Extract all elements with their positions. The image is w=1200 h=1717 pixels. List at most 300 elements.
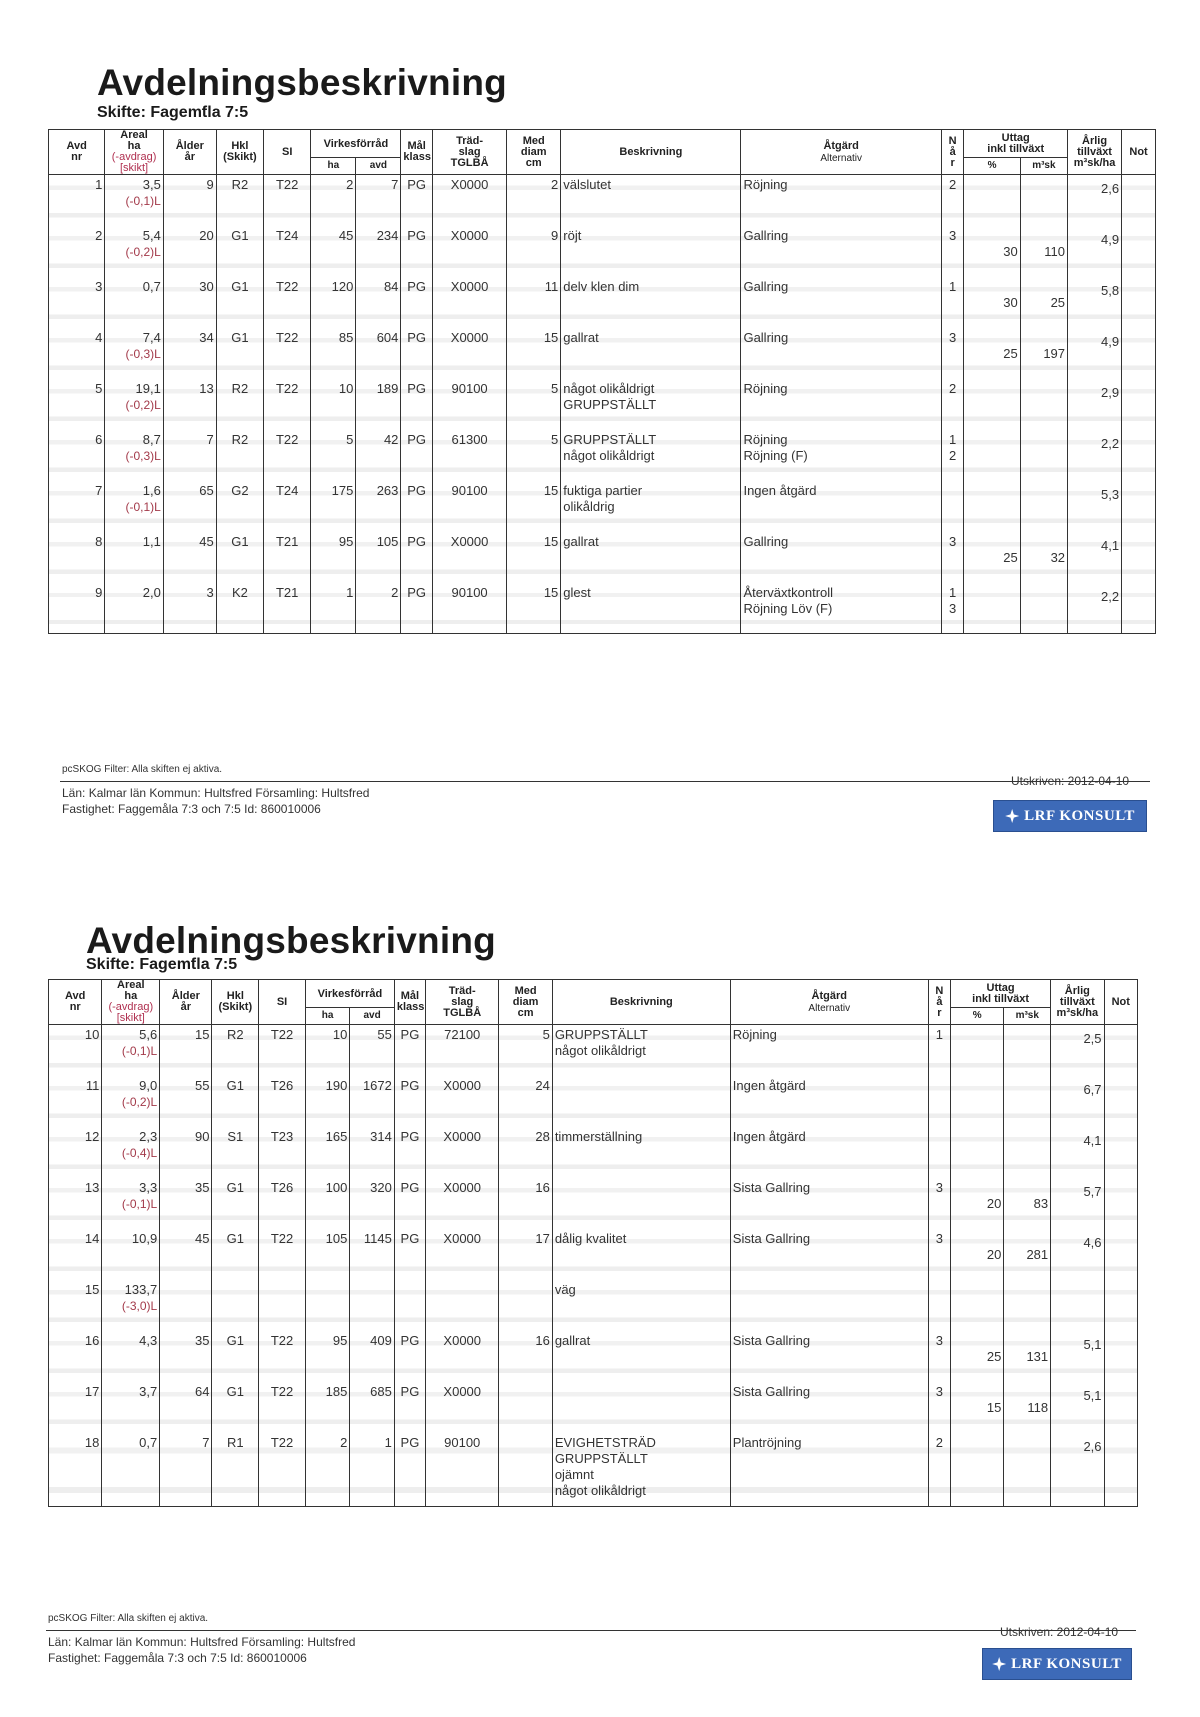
table-row xyxy=(49,1178,1138,1229)
cell-tradslag: X0000 xyxy=(432,175,506,226)
atgard-line: Ingen åtgärd xyxy=(743,482,817,498)
cell-uttag-m3sk: 118 xyxy=(1004,1382,1051,1433)
cell-mal-klass: PG xyxy=(401,481,433,532)
cell-beskrivning xyxy=(552,1025,730,1076)
header-label: N xyxy=(948,134,957,147)
cell-nar xyxy=(928,1280,950,1331)
col-vf-ha: ha xyxy=(311,158,356,175)
col-uttag-proc: % xyxy=(964,158,1020,175)
lrf-konsult-logo xyxy=(993,800,1147,832)
nar-line: 3 xyxy=(949,533,957,549)
cell-atgard xyxy=(730,1280,928,1331)
cell-not xyxy=(1122,328,1156,379)
cell-uttag-proc: 20 xyxy=(951,1229,1004,1280)
report-page-2 xyxy=(0,858,1200,1716)
cell-uttag-proc xyxy=(964,175,1020,226)
cell-hkl: G1 xyxy=(212,1331,259,1382)
cell-not xyxy=(1122,379,1156,430)
table-row xyxy=(49,1382,1138,1433)
cell-not xyxy=(1122,226,1156,277)
header-label: Träd- xyxy=(456,134,484,147)
cell-uttag-proc: 30 xyxy=(964,277,1020,328)
cell-avd-nr: 12 xyxy=(49,1127,102,1178)
cell-nar xyxy=(941,430,964,481)
areal-value: 1,1 xyxy=(142,533,161,549)
cell-nar xyxy=(928,1331,950,1382)
col-vf-avd: avd xyxy=(350,1008,395,1025)
cell-uttag-proc xyxy=(964,583,1020,634)
cell-med-diam: 28 xyxy=(499,1127,552,1178)
cell-atgard xyxy=(741,430,941,481)
cell-not xyxy=(1104,1076,1137,1127)
cell-med-diam: 11 xyxy=(507,277,561,328)
cell-avd-nr: 4 xyxy=(49,328,105,379)
cell-hkl: R2 xyxy=(216,379,263,430)
cell-avd-nr: 1 xyxy=(49,175,105,226)
cell-areal xyxy=(105,430,164,481)
cell-uttag-proc xyxy=(951,1280,1004,1331)
nar-line: 3 xyxy=(949,600,957,616)
cell-med-diam: 24 xyxy=(499,1076,552,1127)
footer-divider xyxy=(46,1630,1136,1631)
header-label: Träd- xyxy=(448,984,476,997)
cell-tradslag: X0000 xyxy=(426,1178,499,1229)
cell-avd-nr: 2 xyxy=(49,226,105,277)
header-label: nr xyxy=(69,1001,81,1013)
header-label: Hkl xyxy=(231,140,249,152)
cell-areal xyxy=(105,226,164,277)
col-nar xyxy=(928,980,950,1025)
header-label: Med xyxy=(514,984,537,997)
col-mal-klass xyxy=(394,980,425,1025)
page-title: Avdelningsbeskrivning xyxy=(97,62,507,103)
atgard-line: Röjning xyxy=(743,431,788,447)
col-vf-avd: avd xyxy=(356,158,401,175)
cell-hkl: G2 xyxy=(216,481,263,532)
print-date: Utskriven: 2012-04-10 xyxy=(1011,774,1130,788)
logo-text: LRF KONSULT xyxy=(1011,1655,1122,1672)
cell-vf-avd: 105 xyxy=(356,532,401,583)
header-label: år xyxy=(184,151,195,163)
cell-mal-klass: PG xyxy=(401,328,433,379)
col-atgard xyxy=(741,130,941,175)
nar-line: 3 xyxy=(935,1179,943,1195)
areal-avdrag: (-0,2)L xyxy=(121,1094,158,1109)
atgard-line: Röjning Löv (F) xyxy=(743,600,833,616)
header-label: (Skikt) xyxy=(223,151,257,163)
property-line: Fastighet: Faggemåla 7:3 och 7:5 Id: 860010006 xyxy=(48,1651,307,1665)
areal-avdrag: (-0,4)L xyxy=(121,1145,158,1160)
areal-value: 0,7 xyxy=(139,1434,158,1450)
header-label: (-avdrag) xyxy=(111,151,157,163)
cell-med-diam: 15 xyxy=(507,532,561,583)
table-row xyxy=(49,277,1156,328)
header-label: Åtgärd xyxy=(823,140,859,152)
header-label: Årlig xyxy=(1064,984,1090,997)
cell-arlig-tillvaxt: 4,1 xyxy=(1068,532,1122,583)
cell-tradslag: X0000 xyxy=(426,1331,499,1382)
cell-avd-nr: 5 xyxy=(49,379,105,430)
cell-tradslag: 90100 xyxy=(432,583,506,634)
cell-si: T22 xyxy=(264,430,311,481)
table-row xyxy=(49,1229,1138,1280)
nar-line: 3 xyxy=(949,329,957,345)
cell-arlig-tillvaxt: 4,9 xyxy=(1068,226,1122,277)
cell-hkl xyxy=(212,1280,259,1331)
cell-vf-ha: 5 xyxy=(311,430,356,481)
cell-mal-klass: PG xyxy=(394,1229,425,1280)
cell-avd-nr: 16 xyxy=(49,1331,102,1382)
table-header xyxy=(49,980,1138,1025)
cell-avd-nr: 17 xyxy=(49,1382,102,1433)
cell-beskrivning xyxy=(561,481,741,532)
location-line: Län: Kalmar län Kommun: Hultsfred Församling: Hultsfred xyxy=(48,1635,356,1649)
cell-uttag-m3sk xyxy=(1004,1025,1051,1076)
table-row xyxy=(49,1280,1138,1331)
cell-mal-klass: PG xyxy=(394,1382,425,1433)
header-label: Med xyxy=(522,134,545,147)
cell-vf-avd: 409 xyxy=(350,1331,395,1382)
header-label: tillväxt xyxy=(1059,995,1095,1008)
cell-alder: 15 xyxy=(160,1025,212,1076)
cell-not xyxy=(1122,277,1156,328)
cell-atgard xyxy=(741,481,941,532)
cell-areal xyxy=(105,481,164,532)
header-label: ha xyxy=(127,140,141,152)
col-arlig-tillvaxt xyxy=(1051,980,1104,1025)
page-subtitle: Skifte: Fagemƭla 7:5 xyxy=(86,956,238,973)
cell-beskrivning xyxy=(561,277,741,328)
cell-uttag-m3sk xyxy=(1020,430,1067,481)
cell-hkl: G1 xyxy=(212,1076,259,1127)
cell-tradslag: X0000 xyxy=(432,328,506,379)
cell-nar xyxy=(941,277,964,328)
cell-arlig-tillvaxt: 2,5 xyxy=(1051,1025,1104,1076)
table-row xyxy=(49,1433,1138,1507)
header-label: [skikt] xyxy=(116,1012,145,1024)
cell-mal-klass: PG xyxy=(401,532,433,583)
cell-arlig-tillvaxt: 4,1 xyxy=(1051,1127,1104,1178)
beskrivning-line: fuktiga partier xyxy=(563,482,643,498)
cell-med-diam: 15 xyxy=(507,328,561,379)
cell-not xyxy=(1122,583,1156,634)
col-atgard xyxy=(730,980,928,1025)
cell-arlig-tillvaxt: 5,1 xyxy=(1051,1382,1104,1433)
areal-avdrag: (-0,1)L xyxy=(121,1044,158,1058)
cell-hkl: R2 xyxy=(212,1025,259,1076)
cell-si: T22 xyxy=(259,1433,306,1507)
col-areal xyxy=(105,130,164,175)
cell-mal-klass: PG xyxy=(394,1433,425,1507)
cell-mal-klass: PG xyxy=(401,583,433,634)
cell-vf-avd: 42 xyxy=(356,430,401,481)
cell-med-diam xyxy=(499,1280,552,1331)
cell-nar xyxy=(928,1229,950,1280)
nar-line: 3 xyxy=(935,1383,943,1399)
cell-areal xyxy=(102,1025,160,1076)
areal-avdrag: (-0,1)L xyxy=(125,194,161,208)
beskrivning-line: EVIGHETSTRÄD xyxy=(554,1434,656,1450)
col-not: Not xyxy=(1104,980,1137,1025)
beskrivning-line: timmerställning xyxy=(554,1128,643,1144)
header-label: inkl tillväxt xyxy=(972,992,1029,1005)
atgard-line: Ingen åtgärd xyxy=(732,1077,806,1093)
cell-nar xyxy=(941,532,964,583)
header-label: cm xyxy=(517,1006,534,1019)
beskrivning-line: något olikåldrigt xyxy=(554,1043,646,1058)
header-label: [skikt] xyxy=(120,162,149,174)
nar-line: 1 xyxy=(949,431,957,447)
header-label: å xyxy=(936,995,943,1008)
cell-mal-klass: PG xyxy=(394,1076,425,1127)
cell-alder: 35 xyxy=(160,1178,212,1229)
table-row xyxy=(49,1331,1138,1382)
col-uttag xyxy=(964,130,1068,158)
beskrivning-line: GRUPPSTÄLLT xyxy=(554,1027,648,1042)
cell-hkl: G1 xyxy=(212,1178,259,1229)
areal-value: 7,4 xyxy=(142,329,161,345)
cell-si: T26 xyxy=(259,1076,306,1127)
cell-avd-nr: 18 xyxy=(49,1433,102,1507)
cell-atgard xyxy=(741,532,941,583)
nar-line: 1 xyxy=(935,1027,943,1042)
atgard-line: Röjning xyxy=(743,380,788,396)
areal-value: 3,7 xyxy=(139,1383,158,1399)
table-row xyxy=(49,1127,1138,1178)
table-row xyxy=(49,583,1156,634)
cell-uttag-m3sk xyxy=(1004,1280,1051,1331)
cell-si: T22 xyxy=(264,328,311,379)
page-title: Avdelningsbeskrivning xyxy=(86,920,496,961)
cell-si: T26 xyxy=(259,1178,306,1229)
lrf-konsult-logo xyxy=(982,1648,1132,1680)
cell-vf-ha: 120 xyxy=(311,277,356,328)
header-label: nr xyxy=(71,151,83,163)
header-sublabel: Alternativ xyxy=(808,1003,851,1014)
cell-areal xyxy=(102,1229,160,1280)
header-label: Avd xyxy=(65,990,86,1002)
cell-atgard xyxy=(730,1076,928,1127)
cell-arlig-tillvaxt xyxy=(1051,1280,1104,1331)
cell-tradslag: X0000 xyxy=(432,532,506,583)
cell-alder: 20 xyxy=(163,226,216,277)
cell-arlig-tillvaxt: 2,9 xyxy=(1068,379,1122,430)
filter-note: pcSKOG Filter: Alla skiften ej aktiva. xyxy=(62,764,223,775)
cell-beskrivning xyxy=(552,1076,730,1127)
cell-med-diam: 17 xyxy=(499,1229,552,1280)
cell-alder: 3 xyxy=(163,583,216,634)
areal-avdrag: (-0,2)L xyxy=(125,397,161,412)
cell-nar xyxy=(928,1382,950,1433)
cell-beskrivning xyxy=(552,1331,730,1382)
cell-not xyxy=(1104,1280,1137,1331)
cell-uttag-m3sk: 281 xyxy=(1004,1229,1051,1280)
header-label: m³sk/ha xyxy=(1056,1006,1099,1019)
cell-vf-ha: 2 xyxy=(305,1433,349,1507)
atgard-line: Sista Gallring xyxy=(732,1179,811,1195)
nar-line: 1 xyxy=(949,584,957,600)
areal-avdrag: (-0,1)L xyxy=(125,499,161,514)
cell-uttag-m3sk: 25 xyxy=(1020,277,1067,328)
areal-avdrag: (-0,3)L xyxy=(125,448,161,463)
cell-vf-avd: 55 xyxy=(350,1025,395,1076)
cell-avd-nr: 13 xyxy=(49,1178,102,1229)
cell-beskrivning xyxy=(552,1433,730,1507)
cell-hkl: R1 xyxy=(212,1433,259,1507)
header-label: tillväxt xyxy=(1077,145,1112,158)
cell-uttag-proc: 25 xyxy=(964,532,1020,583)
cell-hkl: G1 xyxy=(212,1229,259,1280)
header-label: Avd xyxy=(66,140,87,152)
cell-mal-klass: PG xyxy=(394,1127,425,1178)
atgard-line: Plantröjning xyxy=(732,1434,802,1450)
cell-not xyxy=(1122,481,1156,532)
cell-tradslag: X0000 xyxy=(426,1127,499,1178)
cell-avd-nr: 11 xyxy=(49,1076,102,1127)
beskrivning-line: något olikåldrigt xyxy=(563,380,655,396)
cell-beskrivning xyxy=(561,226,741,277)
cell-med-diam: 9 xyxy=(507,226,561,277)
cell-alder: 55 xyxy=(160,1076,212,1127)
header-label: cm xyxy=(525,156,542,169)
property-line: Fastighet: Faggemåla 7:3 och 7:5 Id: 860010006 xyxy=(62,802,321,816)
cell-vf-avd: 314 xyxy=(350,1127,395,1178)
cell-si: T22 xyxy=(264,379,311,430)
cell-beskrivning xyxy=(561,583,741,634)
cell-uttag-m3sk: 110 xyxy=(1020,226,1067,277)
cell-arlig-tillvaxt: 5,8 xyxy=(1068,277,1122,328)
col-uttag-proc: % xyxy=(951,1008,1004,1025)
header-label: m³sk/ha xyxy=(1073,156,1116,169)
header-label: Hkl xyxy=(226,990,244,1002)
cell-alder: 45 xyxy=(160,1229,212,1280)
cell-uttag-m3sk xyxy=(1020,583,1067,634)
cell-si: T22 xyxy=(264,277,311,328)
beskrivning-line: GRUPPSTÄLLT xyxy=(563,396,657,412)
cell-uttag-proc: 30 xyxy=(964,226,1020,277)
cell-si: T22 xyxy=(259,1331,306,1382)
cell-not xyxy=(1122,532,1156,583)
cell-si: T22 xyxy=(259,1382,306,1433)
header-label: Mål xyxy=(407,140,426,152)
atgard-line: Sista Gallring xyxy=(732,1230,811,1246)
areal-value: 19,1 xyxy=(135,380,161,396)
cell-not xyxy=(1104,1025,1137,1076)
cell-uttag-proc xyxy=(951,1127,1004,1178)
cell-atgard xyxy=(730,1127,928,1178)
areal-avdrag: (-0,2)L xyxy=(125,244,161,259)
cell-vf-ha: 100 xyxy=(305,1178,349,1229)
cell-nar xyxy=(928,1433,950,1507)
cell-beskrivning xyxy=(552,1382,730,1433)
areal-value: 10,9 xyxy=(131,1230,158,1246)
areal-value: 133,7 xyxy=(124,1281,158,1297)
cell-uttag-proc: 25 xyxy=(964,328,1020,379)
header-label: (Skikt) xyxy=(218,1001,253,1013)
cell-mal-klass: PG xyxy=(401,430,433,481)
table-row xyxy=(49,175,1156,226)
col-avd-nr xyxy=(49,980,102,1025)
cell-areal xyxy=(105,583,164,634)
report-page-1 xyxy=(0,0,1200,858)
cell-hkl: R2 xyxy=(216,430,263,481)
cell-si: T24 xyxy=(264,481,311,532)
col-mal-klass xyxy=(401,130,433,175)
cell-mal-klass: PG xyxy=(394,1178,425,1229)
logo-star-icon xyxy=(1005,809,1019,823)
cell-beskrivning xyxy=(561,328,741,379)
cell-tradslag: 90100 xyxy=(432,481,506,532)
cell-atgard xyxy=(741,379,941,430)
avdelning-table xyxy=(48,979,1138,1507)
header-label: r xyxy=(950,156,955,169)
cell-uttag-m3sk xyxy=(1020,481,1067,532)
cell-beskrivning xyxy=(552,1178,730,1229)
cell-nar xyxy=(941,175,964,226)
cell-alder: 35 xyxy=(160,1331,212,1382)
cell-arlig-tillvaxt: 2,6 xyxy=(1068,175,1122,226)
cell-uttag-proc xyxy=(964,430,1020,481)
beskrivning-line: dålig kvalitet xyxy=(554,1230,627,1246)
cell-si: T21 xyxy=(264,532,311,583)
cell-areal xyxy=(105,328,164,379)
cell-vf-ha: 105 xyxy=(305,1229,349,1280)
cell-med-diam: 5 xyxy=(507,379,561,430)
col-arlig-tillvaxt xyxy=(1068,130,1122,175)
cell-med-diam: 15 xyxy=(507,583,561,634)
cell-alder: 7 xyxy=(160,1433,212,1507)
cell-nar xyxy=(941,379,964,430)
cell-areal xyxy=(105,175,164,226)
cell-arlig-tillvaxt: 2,2 xyxy=(1068,430,1122,481)
atgard-line: Gallring xyxy=(743,533,789,549)
cell-hkl: G1 xyxy=(216,277,263,328)
cell-alder: 45 xyxy=(163,532,216,583)
cell-uttag-m3sk: 131 xyxy=(1004,1331,1051,1382)
cell-hkl: R2 xyxy=(216,175,263,226)
cell-si: T23 xyxy=(259,1127,306,1178)
cell-uttag-proc: 25 xyxy=(951,1331,1004,1382)
areal-value: 0,7 xyxy=(142,278,161,294)
atgard-line: Gallring xyxy=(743,278,789,294)
cell-si xyxy=(259,1280,306,1331)
nar-line: 1 xyxy=(949,278,957,294)
col-uttag xyxy=(951,980,1051,1008)
header-label: inkl tillväxt xyxy=(987,142,1045,155)
nar-line: 3 xyxy=(949,227,957,243)
cell-alder: 7 xyxy=(163,430,216,481)
cell-nar xyxy=(941,226,964,277)
col-si: SI xyxy=(264,130,311,175)
cell-arlig-tillvaxt: 5,1 xyxy=(1051,1331,1104,1382)
header-label: år xyxy=(180,1001,192,1013)
col-tradslag xyxy=(426,980,499,1025)
cell-atgard xyxy=(741,175,941,226)
cell-not xyxy=(1104,1382,1137,1433)
cell-arlig-tillvaxt: 6,7 xyxy=(1051,1076,1104,1127)
table-row xyxy=(49,1076,1138,1127)
cell-tradslag: X0000 xyxy=(432,226,506,277)
cell-mal-klass: PG xyxy=(401,226,433,277)
cell-areal xyxy=(105,277,164,328)
cell-vf-ha: 10 xyxy=(311,379,356,430)
cell-vf-ha: 165 xyxy=(305,1127,349,1178)
location-line: Län: Kalmar län Kommun: Hultsfred Församling: Hultsfred xyxy=(62,786,370,800)
cell-nar xyxy=(941,481,964,532)
header-label: slag xyxy=(451,995,474,1008)
cell-alder: 64 xyxy=(160,1382,212,1433)
cell-mal-klass: PG xyxy=(394,1025,425,1076)
